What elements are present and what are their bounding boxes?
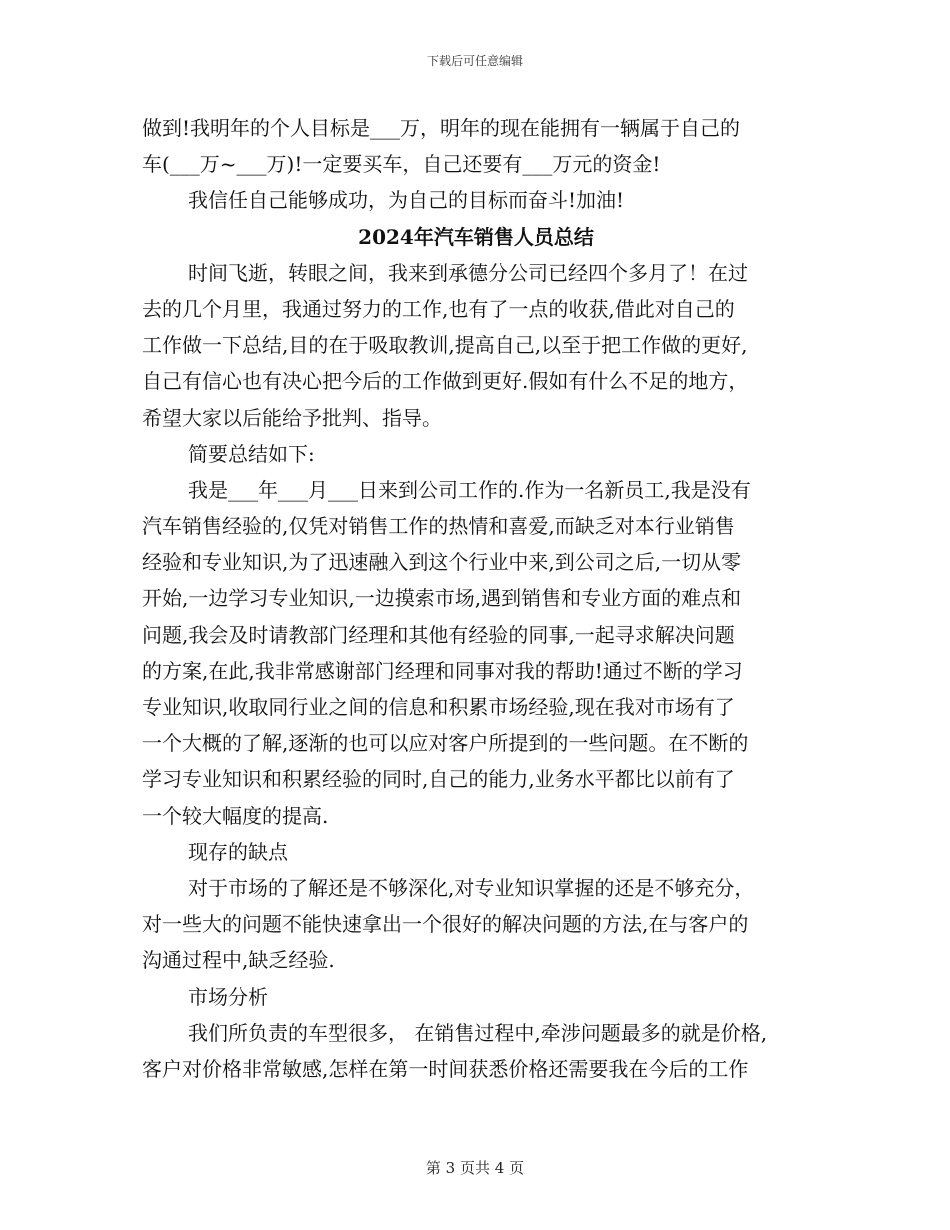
paragraph-line: 市场分析 [188,984,268,1009]
paragraph-line: 工作做一下总结,目的在于吸取教训,提高自己,以至于把工作做的更好, [142,333,748,358]
paragraph-line: 学习专业知识和积累经验的同时,自己的能力,业务水平都比以前有了 [142,767,735,792]
paragraph-line: 时间飞逝，转眼之间，我来到承德分公司已经四个多月了！在过 [188,260,748,285]
paragraph-line: 去的几个月里，我通过努力的工作,也有了一点的收获,借此对自己的 [142,296,735,321]
paragraph-line: 简要总结如下: [188,441,315,466]
paragraph-line: 问题,我会及时请教部门经理和其他有经验的同事,一起寻求解决问题 [142,622,735,647]
paragraph-line: 一个大概的了解,逐渐的也可以应对客户所提到的一些问题。在不断的 [142,731,749,756]
paragraph-line: 的方案,在此,我非常感谢部门经理和同事对我的帮助!通过不断的学习 [142,658,743,683]
paragraph-line: 现存的缺点 [188,839,288,864]
paragraph-line: 专业知识,收取同行业之间的信息和积累市场经验,现在我对市场有了 [142,695,735,719]
paragraph-line: 一个较大幅度的提高. [142,803,329,828]
paragraph-line: 我信任自己能够成功，为自己的目标而奋斗!加油! [188,188,625,213]
paragraph-line: 我们所负责的车型很多， 在销售过程中,牵涉问题最多的就是价格, [188,1020,768,1045]
paragraph-line: 对于市场的了解还是不够深化,对专业知识掌握的还是不够充分， [188,875,755,900]
paragraph-line: 自己有信心也有决心把今后的工作做到更好.假如有什么不足的地方， [142,369,749,394]
paragraph-line: 对一些大的问题不能快速拿出一个很好的解决问题的方法,在与客户的 [142,912,749,937]
paragraph-line: 客户对价格非常敏感,怎样在第一时间获悉价格还需要我在今后的工作 [142,1056,749,1081]
section-title: 2024年汽车销售人员总结 [358,224,594,249]
paragraph-line: 经验和专业知识,为了迅速融入到这个行业中来,到公司之后,一切从零 [142,550,742,575]
paragraph-line: 做到!我明年的个人目标是___万，明年的现在能拥有一辆属于自己的 [142,116,741,140]
page-footer: 第 3 页共 4 页 [425,1159,525,1177]
paragraph-line: 希望大家以后能给予批判、指导。 [142,405,442,430]
paragraph-line: 车(___万~___万)!一定要买车，自己还要有___万元的资金! [142,152,661,177]
paragraph-line: 沟通过程中,缺乏经验. [142,948,335,973]
document-body [142,110,810,1087]
paragraph-line: 汽车销售经验的,仅凭对销售工作的热情和喜爱,而缺乏对本行业销售 [142,514,735,539]
paragraph-line: 我是___年___月___日来到公司工作的.作为一名新员工,我是没有 [188,477,751,502]
page-header: 下载后可任意编辑 [426,54,523,68]
paragraph-line: 开始,一边学习专业知识,一边摸索市场,遇到销售和专业方面的难点和 [142,586,742,611]
